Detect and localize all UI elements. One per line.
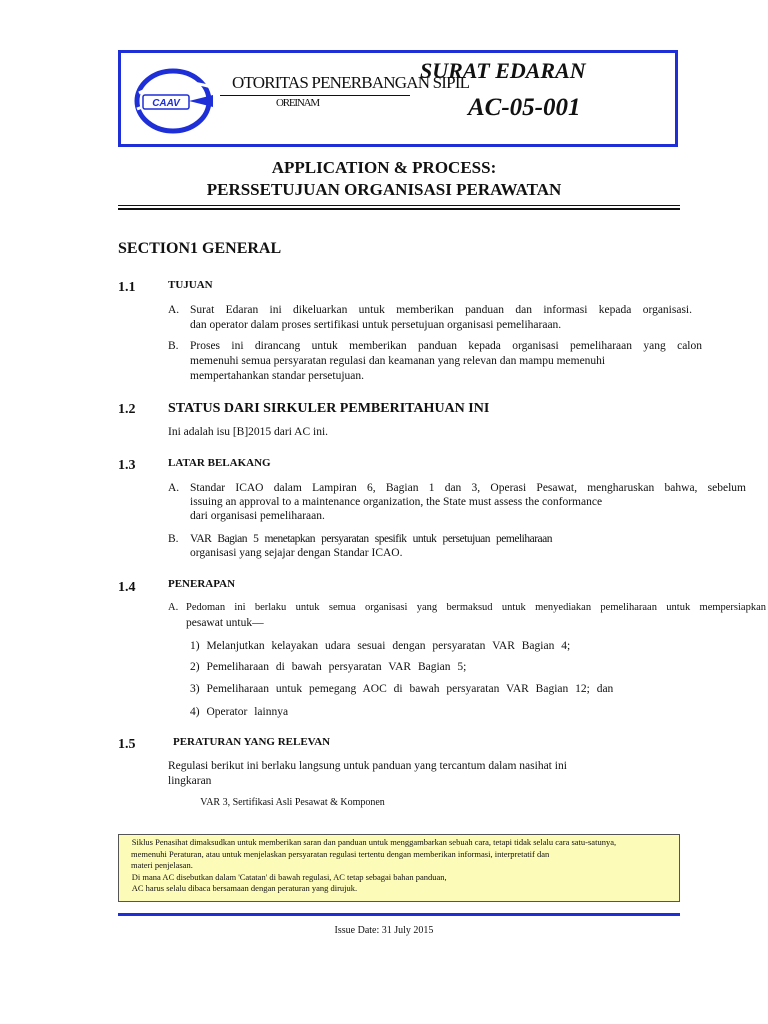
section-1-1-number: 1.1 [118,280,136,295]
title-line-2: PERSSETUJUAN ORGANISASI PERAWATAN [206,180,562,199]
note-line-3: materi penjelasan. [131,860,193,870]
section-1-4-heading: PENERAPAN [168,578,236,590]
s14-item-3: 3) Pemeliharaan untuk pemegang AOC di bawah persyaratan VAR Bagian 12; dan [190,683,614,695]
org-underline [220,95,410,96]
s14-item-1: 1) Melanjutkan kelayakan udara sesuai dengan persyaratan VAR Bagian 4; [190,640,571,652]
s14-a-line2: pesawat untuk— [186,617,264,629]
doc-number: AC-05-001 [468,94,581,121]
title-rule-thin [118,205,680,206]
doc-type: SURAT EDARAN [420,58,586,83]
s13-b-line2: organisasi yang sejajar dengan Standar ICAO. [190,547,403,559]
s13-a-line2: issuing an approval to a maintenance organization, the State must assess the conformance [190,496,603,508]
note-line-4: Di mana AC disebutkan dalam 'Catatan' di bawah regulasi, AC tetap sebagai bahan panduan, [123,871,438,882]
note-line-2: memenuhi Peraturan, atau untuk menjelaskan persyaratan regulasi tertentu dengan memberikan informasi, interpretatif dan [131,848,550,859]
s11-b-marker: B. [168,340,179,352]
s13-b-line1: VAR Bagian 5 menetapkan persyaratan spesifik untuk persetujuan pemeliharaan [190,533,552,545]
org-name: OTORITAS PENERBANGAN SIPIL [232,73,470,92]
section-1-5-number: 1.5 [118,737,136,752]
s13-a-line1: Standar ICAO dalam Lampiran 6, Bagian 1 dan 3, Operasi Pesawat, mengharuskan bahwa, sebelum [190,482,746,494]
s14-item-4: 4) Operator lainnya [190,706,289,718]
section-1-2-number: 1.2 [118,402,136,417]
logo-text: CAAV [152,98,180,109]
section-1-1-heading: TUJUAN [168,279,213,291]
s15-bullet: VAR 3, Sertifikasi Asli Pesawat & Komponen [190,797,375,808]
title-rule-thick [118,208,680,210]
note-box [118,834,680,902]
org-subtitle: OREINAM [276,97,319,109]
section-1-5-heading: PERATURAN YANG RELEVAN [173,736,331,748]
issue-date: Issue Date: 31 July 2015 [334,925,434,936]
section-1-3-number: 1.3 [118,458,136,473]
note-line-1: Siklus Penasihat dimaksudkan untuk memberikan saran dan panduan untuk menggambarkan sebuah cara, tetapi tidak selalu cara satu-satunya, [123,837,608,847]
s13-a-line3: dari organisasi pemeliharaan. [190,510,325,522]
s11-b-line1: Proses ini dirancang untuk memberikan panduan kepada organisasi pemeliharaan yang calon [190,340,702,352]
note-line-5: AC harus selalu dibaca bersamaan dengan peraturan yang dirujuk. [123,883,349,893]
s14-item-2: 2) Pemeliharaan di bawah persyaratan VAR Bagian 5; [190,661,467,673]
s13-b-marker: B. [168,533,179,545]
s11-a-marker: A. [168,304,180,316]
section-1-2-heading: STATUS DARI SIRKULER PEMBERITAHUAN INI [168,401,490,416]
section-heading: SECTION1 GENERAL [118,240,282,257]
s15-line2: lingkaran [168,775,212,787]
s11-a-line2: dan operator dalam proses sertifikasi untuk persetujuan organisasi pemeliharaan. [190,319,562,331]
section-1-4-number: 1.4 [118,580,136,595]
s14-a-line1: Pedoman ini berlaku untuk semua organisasi yang bermaksud untuk menyediakan pemeliharaan untuk mempersiapkan [186,602,766,613]
section-1-3-heading: LATAR BELAKANG [168,457,271,469]
s14-a-marker: A. [168,602,179,613]
caav-logo [133,65,213,137]
s13-a-marker: A. [168,482,180,494]
s11-b-line3: mempertahankan standar persetujuan. [190,370,365,382]
footer-rule [118,913,680,916]
s15-line1: Regulasi berikut ini berlaku langsung untuk panduan yang tercantum dalam nasihat ini [168,760,567,772]
title-line-1: APPLICATION & PROCESS: [271,158,497,177]
s11-b-line2: memenuhi semua persyaratan regulasi dan keamanan yang relevan dan mampu memenuhi [190,355,606,367]
s12-text: Ini adalah isu [B]2015 dari AC ini. [168,426,329,438]
s11-a-line1: Surat Edaran ini dikeluarkan untuk memberikan panduan dan informasi kepada organisasi. [190,304,692,316]
